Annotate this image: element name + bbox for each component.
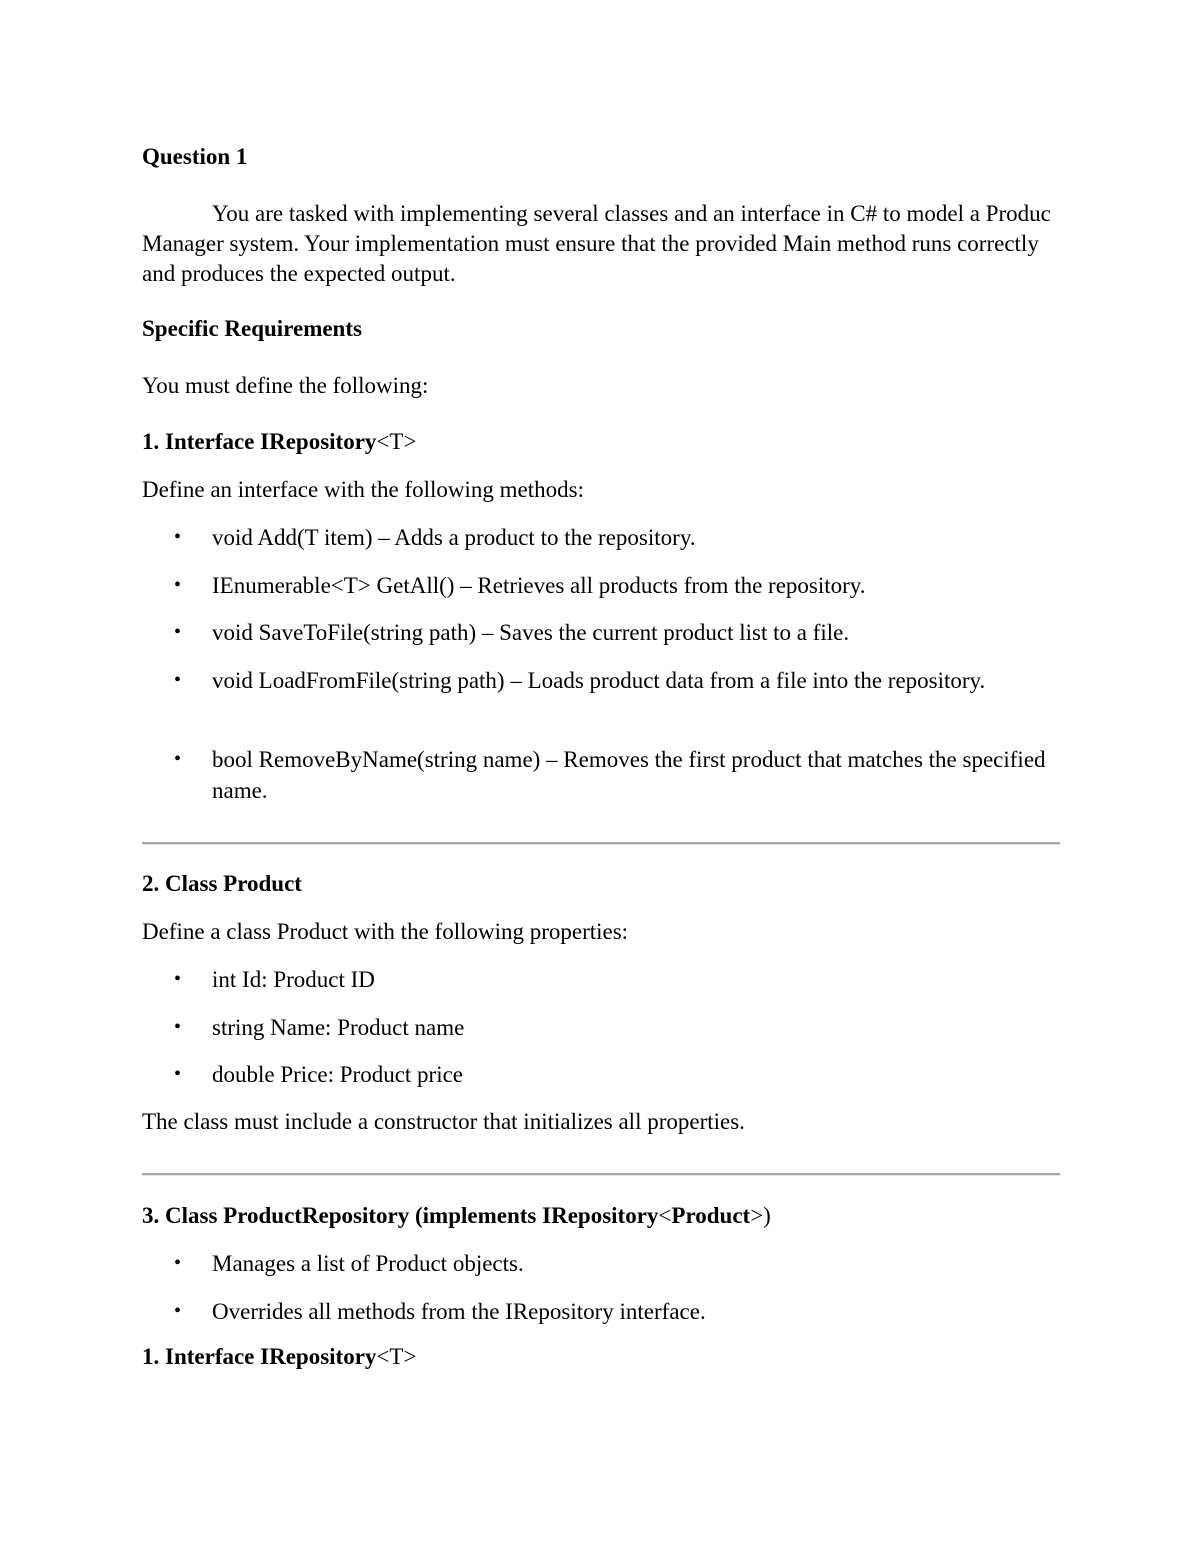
section2-description: Define a class Product with the following properties:: [142, 919, 629, 944]
question-title: Question 1: [142, 144, 248, 169]
specific-requirements-heading: Specific Requirements: [142, 316, 362, 341]
section2-footer: The class must include a constructor that initializes all properties.: [142, 1109, 745, 1134]
bullet-icon: •: [174, 1016, 182, 1038]
trailing-heading-bold: 1. Interface IRepository: [142, 1344, 377, 1369]
bullet-icon: •: [174, 574, 182, 596]
list-item-text: void LoadFromFile(string path) – Loads product data from a file into the repository.: [212, 668, 986, 693]
bullet-icon: •: [174, 1063, 182, 1085]
list-item-text: double Price: Product price: [212, 1062, 464, 1087]
section3-heading-lt: <: [658, 1203, 672, 1228]
list-item-text: void SaveToFile(string path) – Saves the current product list to a file.: [212, 620, 850, 645]
section1-heading: [142, 427, 416, 457]
bullet-icon: •: [174, 968, 182, 990]
bullet-icon: •: [174, 748, 182, 770]
section1-heading-generic: <T>: [376, 429, 417, 454]
list-item-text: IEnumerable<T> GetAll() – Retrieves all products from the repository.: [212, 573, 866, 598]
list-item-text: Overrides all methods from the IRepository interface.: [212, 1299, 706, 1324]
bullet-icon: •: [174, 1252, 182, 1274]
bullet-icon: •: [174, 1300, 182, 1322]
section3-heading-type: Product: [671, 1203, 751, 1228]
trailing-heading: [142, 1342, 416, 1372]
bullet-icon: •: [174, 526, 182, 548]
bullet-icon: •: [174, 669, 182, 691]
horizontal-rule: [142, 1173, 1060, 1176]
must-define-text: You must define the following:: [142, 373, 429, 398]
section1-heading-bold: 1. Interface IRepository: [142, 429, 377, 454]
list-item-text: void Add(T item) – Adds a product to the repository.: [212, 525, 696, 550]
section3-heading-bold: 3. Class ProductRepository (implements IRepository: [142, 1203, 659, 1228]
section2-heading: 2. Class Product: [142, 871, 302, 896]
list-item-text: string Name: Product name: [212, 1015, 465, 1040]
trailing-heading-generic: <T>: [376, 1344, 417, 1369]
horizontal-rule: [142, 842, 1060, 845]
section3-heading: [142, 1201, 771, 1231]
intro-paragraph: You are tasked with implementing several classes and an interface in C# to model a Produc Manager system. Your implementation must ensure that the provided Main method runs correctly and produces the expected output.: [142, 201, 1051, 286]
list-item-text: int Id: Product ID: [212, 967, 375, 992]
section3-heading-gt: >): [750, 1203, 771, 1228]
list-item-text: bool RemoveByName(string name) – Removes the first product that matches the specified name.: [212, 747, 1046, 803]
bullet-icon: •: [174, 621, 182, 643]
section1-description: Define an interface with the following methods:: [142, 477, 584, 502]
list-item-text: Manages a list of Product objects.: [212, 1251, 524, 1276]
